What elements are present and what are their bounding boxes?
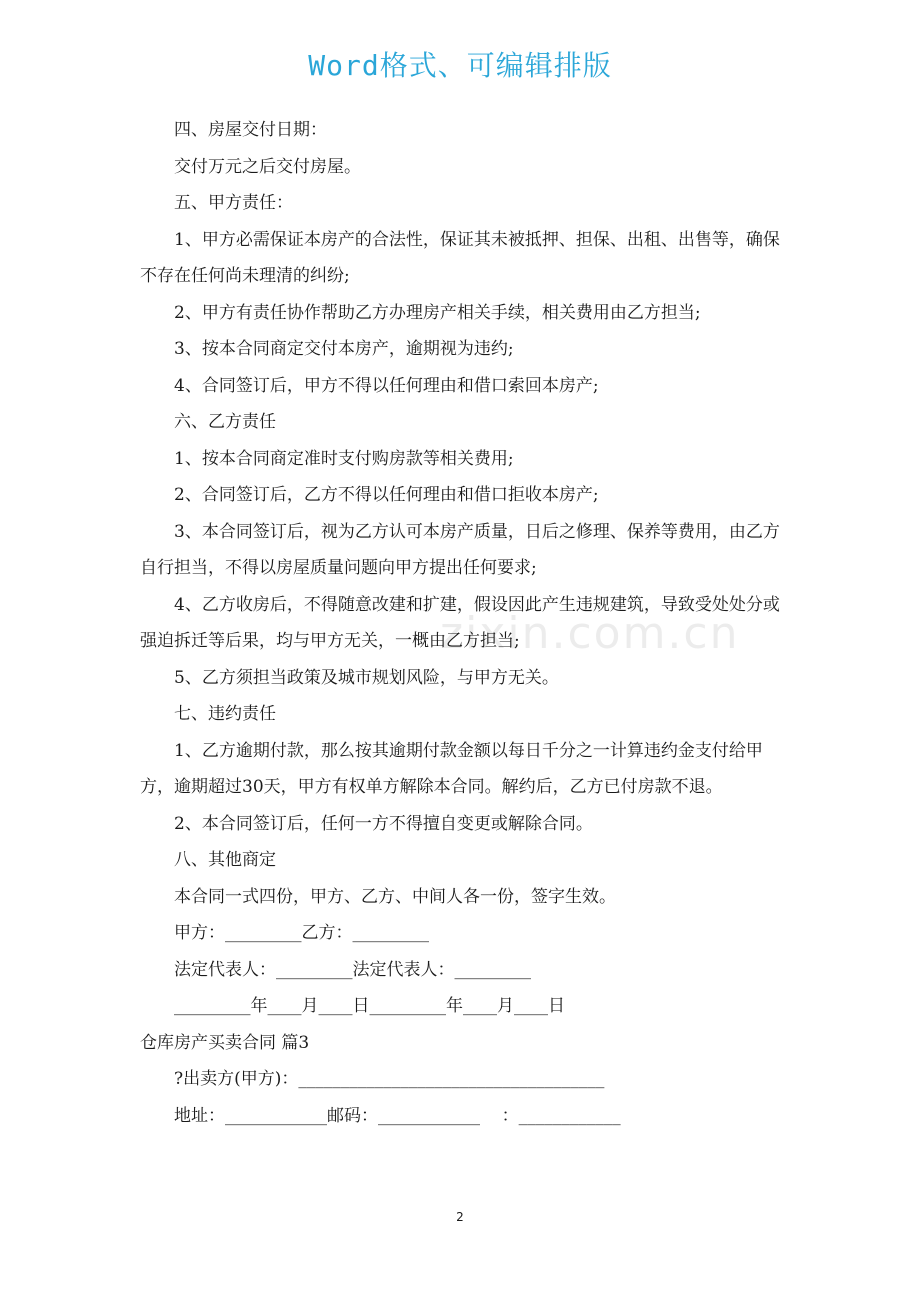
clause-b-2: 2、合同签订后，乙方不得以任何理由和借口拒收本房产; xyxy=(174,485,599,505)
contract-title-part-3: 仓库房产买卖合同 篇3 xyxy=(140,1032,310,1053)
clause-b-5: 5、乙方须担当政策及城市规划风险，与甲方无关。 xyxy=(174,667,559,688)
watermark-text: zixin.com.cn xyxy=(440,608,740,659)
clause-a-4: 4、合同签订后，甲方不得以任何理由和借口索回本房产; xyxy=(174,375,599,396)
section-heading-other: 八、其他商定 xyxy=(174,850,276,870)
paragraph-copies: 本合同一式四份，甲方、乙方、中间人各一份，签字生效。 xyxy=(174,886,616,907)
clause-b-4: 4、乙方收房后，不得随意改建和扩建，假设因此产生违规建筑，导致受处处分或强迫拆迁等后果，均与甲方无关，一概由乙方担当; xyxy=(140,594,780,651)
clause-b-1: 1、按本合同商定准时支付购房款等相关费用; xyxy=(174,448,514,469)
page-number: 2 xyxy=(456,1210,464,1224)
clause-b-3: 3、本合同签订后，视为乙方认可本房产质量，日后之修理、保养等费用，由乙方自行担当，不得以房屋质量问题向甲方提出任何要求; xyxy=(140,521,780,578)
clause-a-2: 2、甲方有责任协作帮助乙方办理房产相关手续，相关费用由乙方担当; xyxy=(174,302,701,323)
clause-breach-1: 1、乙方逾期付款，那么按其逾期付款金额以每日千分之一计算违约金支付给甲方，逾期超过30天，甲方有权单方解除本合同。解约后，乙方已付房款不退。 xyxy=(140,740,763,797)
section-heading-delivery-date: 四、房屋交付日期： xyxy=(174,120,327,140)
section-heading-breach: 七、违约责任 xyxy=(174,704,276,724)
document-body xyxy=(140,112,780,1134)
signature-line-dates: _________年____月____日_________年____月____日 xyxy=(174,996,565,1016)
paragraph-delivery: 交付万元之后交付房屋。 xyxy=(174,156,361,177)
document-header-title: Word格式、可编辑排版 xyxy=(308,49,612,82)
clause-a-3: 3、按本合同商定交付本房产，逾期视为违约; xyxy=(174,339,514,359)
section-heading-party-b: 六、乙方责任 xyxy=(174,412,276,432)
signature-line-parties: 甲方：_________乙方：_________ xyxy=(174,923,429,943)
clause-a-1: 1、甲方必需保证本房产的合法性，保证其未被抵押、担保、出租、出售等，确保不存在任何尚未理清的纠纷; xyxy=(140,229,780,286)
section-heading-party-a: 五、甲方责任： xyxy=(174,193,293,213)
address-field-line: 地址：____________邮码：____________ ：____________ xyxy=(174,1105,621,1126)
seller-field-line: ?出卖方(甲方)：____________________________________ xyxy=(174,1069,605,1089)
clause-breach-2: 2、本合同签订后，任何一方不得擅自变更或解除合同。 xyxy=(174,813,593,834)
signature-line-representatives: 法定代表人：_________法定代表人：_________ xyxy=(174,959,531,980)
